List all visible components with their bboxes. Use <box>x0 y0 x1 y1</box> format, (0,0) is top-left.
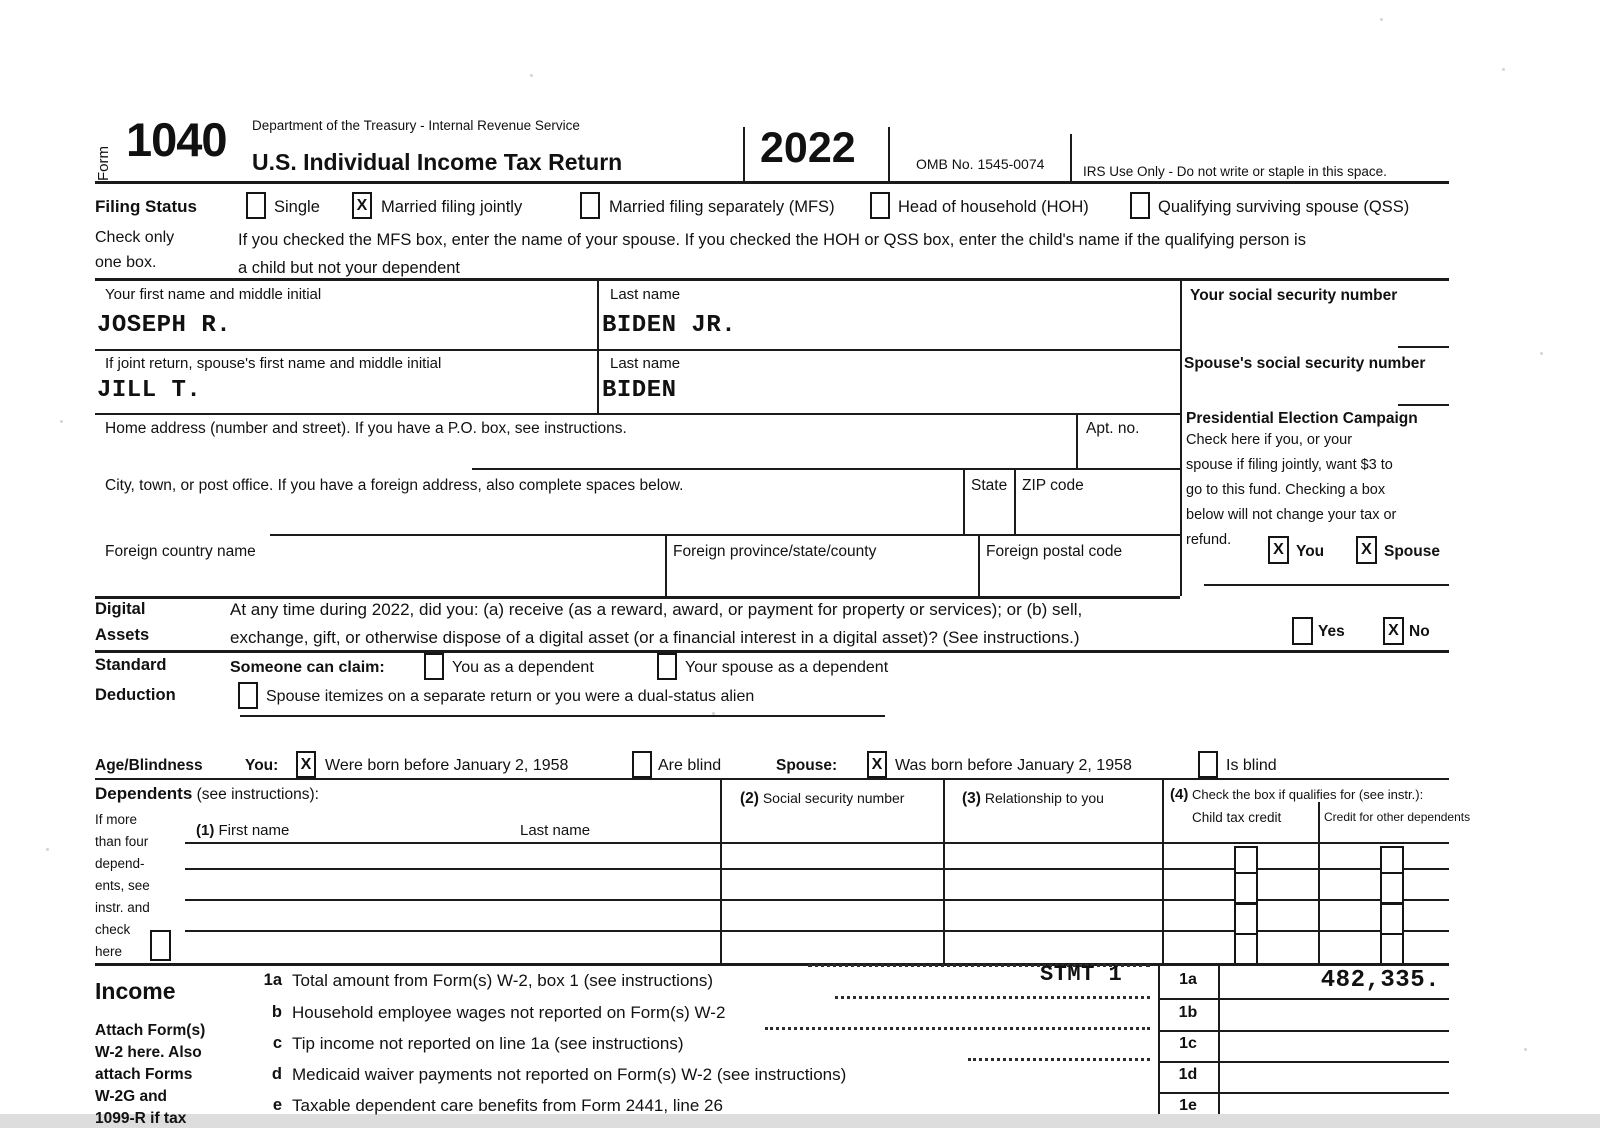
dep2-child-tax-credit-checkbox[interactable] <box>1234 872 1258 904</box>
digital-assets-label: Assets <box>95 626 150 644</box>
scan-speck <box>46 848 49 851</box>
digital-assets-label: Digital <box>95 600 146 618</box>
header-divider <box>743 127 745 182</box>
state-label: State <box>971 477 1008 494</box>
foreign-province-field[interactable] <box>670 562 970 592</box>
grid-line <box>1180 280 1182 596</box>
campaign-text: refund. <box>1186 532 1232 548</box>
grid-line <box>472 468 1180 470</box>
spouse-born-before-1958-checkbox[interactable]: X <box>867 751 887 778</box>
form-title: U.S. Individual Income Tax Return <box>252 149 623 175</box>
spouse-is-blind-checkbox[interactable] <box>1198 751 1218 778</box>
header-divider <box>888 127 890 182</box>
stmt-annotation: STMT 1 <box>1040 962 1123 987</box>
spouse-first-name-label: If joint return, spouse's first name and middle initial <box>105 355 442 372</box>
foreign-province-label: Foreign province/state/county <box>673 543 877 560</box>
digital-assets-no-label: No <box>1409 623 1430 640</box>
header-divider <box>1070 134 1072 182</box>
zip-label: ZIP code <box>1022 477 1084 494</box>
home-address-field[interactable] <box>100 438 1060 466</box>
box-1a-label: 1a <box>1179 971 1197 988</box>
you-as-dependent-checkbox[interactable] <box>424 653 444 680</box>
you-as-dependent-label: You as a dependent <box>452 659 594 676</box>
section-line <box>95 278 1449 281</box>
check-only-note: Check only <box>95 229 175 246</box>
state-field[interactable] <box>966 498 1010 530</box>
home-address-label: Home address (number and street). If you have a P.O. box, see instructions. <box>105 420 627 437</box>
grid-line <box>597 280 599 414</box>
single-checkbox[interactable] <box>246 192 266 219</box>
child-tax-credit-header: Child tax credit <box>1192 810 1282 825</box>
you-born-before-1958-label: Were born before January 2, 1958 <box>325 757 569 774</box>
mfs-note: a child but not your dependent <box>238 259 461 277</box>
your-ssn-field[interactable] <box>1190 308 1440 344</box>
form-number: 1040 <box>126 113 227 166</box>
head-of-household-label: Head of household (HOH) <box>898 198 1089 216</box>
scan-speck <box>1502 68 1505 71</box>
digital-assets-yes-checkbox[interactable] <box>1292 617 1313 645</box>
attach-note: 1099-R if tax <box>95 1110 187 1127</box>
spouse-last-name-label: Last name <box>610 355 681 372</box>
grid-line <box>95 349 1180 351</box>
city-label: City, town, or post office. If you have a foreign address, also complete spaces below. <box>105 477 684 494</box>
line-1a-desc: Total amount from Form(s) W-2, box 1 (see instructions) <box>292 971 714 990</box>
irs-use-only-label: IRS Use Only - Do not write or staple in this space. <box>1083 164 1387 179</box>
dependents-col1-header <box>196 822 289 839</box>
dependent-row-line <box>185 930 1449 932</box>
qualifying-spouse-label: Qualifying surviving spouse (QSS) <box>1158 198 1410 216</box>
married-separately-label: Married filing separately (MFS) <box>609 198 835 216</box>
standard-deduction-label: Standard <box>95 656 167 674</box>
box-1e-label: 1e <box>1179 1097 1197 1114</box>
check-only-note: one box. <box>95 254 157 271</box>
dependents-side-note: ents, see <box>95 878 150 893</box>
income-section-label: Income <box>95 978 176 1004</box>
dependents-title <box>95 784 319 804</box>
spouse-ssn-label: Spouse's social security number <box>1184 355 1426 372</box>
your-last-name-value[interactable]: BIDEN JR. <box>602 312 737 339</box>
dep2-credit-other-dependents-checkbox[interactable] <box>1380 872 1404 904</box>
filing-status-label: Filing Status <box>95 197 197 216</box>
campaign-you-label: You <box>1296 543 1325 560</box>
dep4-credit-other-dependents-checkbox[interactable] <box>1380 933 1404 965</box>
qualifying-spouse-checkbox[interactable] <box>1130 192 1150 219</box>
grid-line <box>1158 1061 1449 1063</box>
section-line <box>95 963 1449 966</box>
mfs-note: If you checked the MFS box, enter the name of your spouse. If you checked the HOH or QSS box, enter the child's name if the qualifying person is <box>238 231 1306 249</box>
attach-note: W-2 here. Also <box>95 1044 202 1061</box>
dep3-credit-other-dependents-checkbox[interactable] <box>1380 903 1404 935</box>
married-separately-checkbox[interactable] <box>580 192 600 219</box>
dependents-side-note: depend- <box>95 856 145 871</box>
grid-line <box>720 778 722 963</box>
attach-note: Attach Form(s) <box>95 1022 206 1039</box>
line-1d-desc: Medicaid waiver payments not reported on Form(s) W-2 (see instructions) <box>292 1065 847 1084</box>
dependent-row-line <box>185 868 1449 870</box>
attach-note: W-2G and <box>95 1088 168 1105</box>
grid-line <box>1162 778 1164 963</box>
department-label: Department of the Treasury - Internal Revenue Service <box>252 118 580 133</box>
your-first-name-value[interactable]: JOSEPH R. <box>97 312 232 339</box>
city-field[interactable] <box>100 498 950 530</box>
foreign-country-label: Foreign country name <box>105 543 256 560</box>
section-line <box>95 596 1180 599</box>
tax-year: 2022 <box>760 124 856 172</box>
age-you-label: You: <box>245 757 279 774</box>
apt-no-label: Apt. no. <box>1086 420 1140 437</box>
col3-label: Relationship to you <box>984 790 1104 806</box>
grid-line <box>1158 1030 1449 1032</box>
foreign-postal-label: Foreign postal code <box>986 543 1123 560</box>
standard-deduction-label: Deduction <box>95 686 176 704</box>
dependents-side-note: here <box>95 944 123 959</box>
dep4-child-tax-credit-checkbox[interactable] <box>1234 933 1258 965</box>
line-1b-desc: Household employee wages not reported on Form(s) W-2 <box>292 1003 726 1022</box>
dep3-child-tax-credit-checkbox[interactable] <box>1234 903 1258 935</box>
grid-line <box>1318 802 1320 963</box>
grid-line <box>1076 413 1078 470</box>
spouse-as-dependent-label: Your spouse as a dependent <box>685 659 889 676</box>
line-1c-num: c <box>272 1034 282 1052</box>
amount-1a-value[interactable]: 482,335. <box>1320 967 1440 994</box>
col2-num: (2) <box>740 790 759 807</box>
married-jointly-label: Married filing jointly <box>381 198 523 216</box>
spouse-is-blind-label: Is blind <box>1226 757 1277 774</box>
digital-assets-no-checkbox[interactable]: X <box>1383 617 1404 645</box>
grid-line <box>240 715 885 717</box>
credit-other-dependents-header: Credit for other dependents <box>1324 810 1471 824</box>
spouse-itemizes-label: Spouse itemizes on a separate return or you were a dual-status alien <box>266 688 755 705</box>
dependents-side-note: than four <box>95 834 149 849</box>
col3-num: (3) <box>962 790 981 807</box>
line-1d-num: d <box>271 1065 282 1083</box>
section-line <box>95 778 1449 780</box>
dependent-row-line <box>185 899 1449 901</box>
dependents-col1-last-header: Last name <box>520 822 591 839</box>
dependents-title-bold: Dependents <box>95 784 193 803</box>
foreign-country-field[interactable] <box>100 562 650 592</box>
grid-line <box>1158 1092 1449 1094</box>
you-are-blind-checkbox[interactable] <box>632 751 652 778</box>
col4-label: Check the box if qualifies for (see instr.): <box>1191 787 1424 802</box>
age-spouse-label: Spouse: <box>776 757 838 774</box>
campaign-title: Presidential Election Campaign <box>1186 410 1418 427</box>
dependents-col2-header <box>740 790 904 808</box>
grid-line <box>978 534 980 596</box>
attach-note: attach Forms <box>95 1066 193 1083</box>
col1-num: (1) <box>196 822 215 839</box>
grid-line <box>665 534 667 596</box>
apt-no-field[interactable] <box>1080 438 1172 466</box>
grid-line <box>1398 346 1449 348</box>
campaign-spouse-checkbox[interactable]: X <box>1356 536 1377 564</box>
campaign-text: go to this fund. Checking a box <box>1186 482 1386 498</box>
scan-speck <box>1524 1048 1527 1051</box>
box-1c-label: 1c <box>1179 1035 1197 1052</box>
dotted-leader <box>765 1027 1150 1030</box>
married-jointly-checkbox[interactable]: X <box>352 192 372 219</box>
campaign-text: below will not change your tax or <box>1186 507 1397 523</box>
scan-speck <box>530 74 533 77</box>
someone-can-claim-label: Someone can claim: <box>230 659 385 676</box>
dotted-leader <box>835 996 1150 999</box>
grid-line <box>1398 404 1449 406</box>
dependents-side-note: If more <box>95 812 138 827</box>
spouse-born-before-1958-label: Was born before January 2, 1958 <box>895 757 1132 774</box>
grid-line <box>270 534 1180 536</box>
dependents-col4-header <box>1170 786 1423 803</box>
dependents-col3-header <box>962 790 1104 808</box>
line-1a-num: 1a <box>263 971 282 989</box>
spouse-as-dependent-checkbox[interactable] <box>657 653 677 680</box>
dotted-leader <box>968 1058 1150 1061</box>
campaign-you-checkbox[interactable]: X <box>1268 536 1289 564</box>
line-1b-num: b <box>271 1003 282 1021</box>
grid-line <box>963 468 965 535</box>
scan-speck <box>1540 352 1543 355</box>
grid-line <box>1158 998 1449 1000</box>
campaign-text: spouse if filing jointly, want $3 to <box>1186 457 1393 473</box>
campaign-spouse-label: Spouse <box>1384 543 1440 560</box>
grid-line <box>943 778 945 963</box>
digital-assets-question: exchange, gift, or otherwise dispose of a digital asset (or a financial interest in a digital asset)? (See instructions.) <box>230 628 1080 647</box>
you-are-blind-label: Are blind <box>658 757 722 774</box>
spouse-first-name-value[interactable]: JILL T. <box>97 377 202 404</box>
line-1c-desc: Tip income not reported on line 1a (see instructions) <box>292 1034 684 1053</box>
line-1e-desc: Taxable dependent care benefits from Form 2441, line 26 <box>292 1096 723 1115</box>
box-1b-label: 1b <box>1178 1004 1198 1021</box>
grid-line <box>95 413 1180 415</box>
col4-num: (4) <box>1170 786 1189 803</box>
scan-speck <box>1380 18 1383 21</box>
col1-first-label: First name <box>218 822 290 839</box>
foreign-postal-field[interactable] <box>982 562 1172 592</box>
age-blindness-label: Age/Blindness <box>95 757 203 774</box>
dependents-side-note: instr. and <box>95 900 150 915</box>
grid-line <box>1014 468 1016 535</box>
digital-assets-question: At any time during 2022, did you: (a) receive (as a reward, award, or payment for property or services); or (b) sell, <box>230 600 1083 619</box>
head-of-household-checkbox[interactable] <box>870 192 890 219</box>
your-first-name-label: Your first name and middle initial <box>105 286 322 303</box>
section-line <box>95 181 1449 184</box>
your-last-name-label: Last name <box>610 286 681 303</box>
section-line <box>95 650 1449 653</box>
dependent-row-line <box>185 842 1449 844</box>
campaign-text: Check here if you, or your <box>1186 432 1353 448</box>
omb-number: OMB No. 1545-0074 <box>916 156 1045 172</box>
form-word-label: Form <box>95 146 112 181</box>
grid-line <box>1204 584 1449 586</box>
line-1e-num: e <box>272 1096 282 1114</box>
box-1d-label: 1d <box>1178 1066 1198 1083</box>
spouse-last-name-value[interactable]: BIDEN <box>602 377 677 404</box>
scan-speck <box>60 420 63 423</box>
spouse-itemizes-checkbox[interactable] <box>238 682 258 709</box>
more-than-four-dependents-checkbox[interactable] <box>150 930 171 961</box>
zip-field[interactable] <box>1020 498 1172 530</box>
you-born-before-1958-checkbox[interactable]: X <box>296 751 316 778</box>
digital-assets-yes-label: Yes <box>1318 623 1345 640</box>
single-label: Single <box>274 198 320 216</box>
dependents-title-note: (see instructions): <box>196 786 319 803</box>
dependents-side-note: check <box>95 922 131 937</box>
col2-label: Social security number <box>762 790 905 806</box>
your-ssn-label: Your social security number <box>1190 287 1398 304</box>
